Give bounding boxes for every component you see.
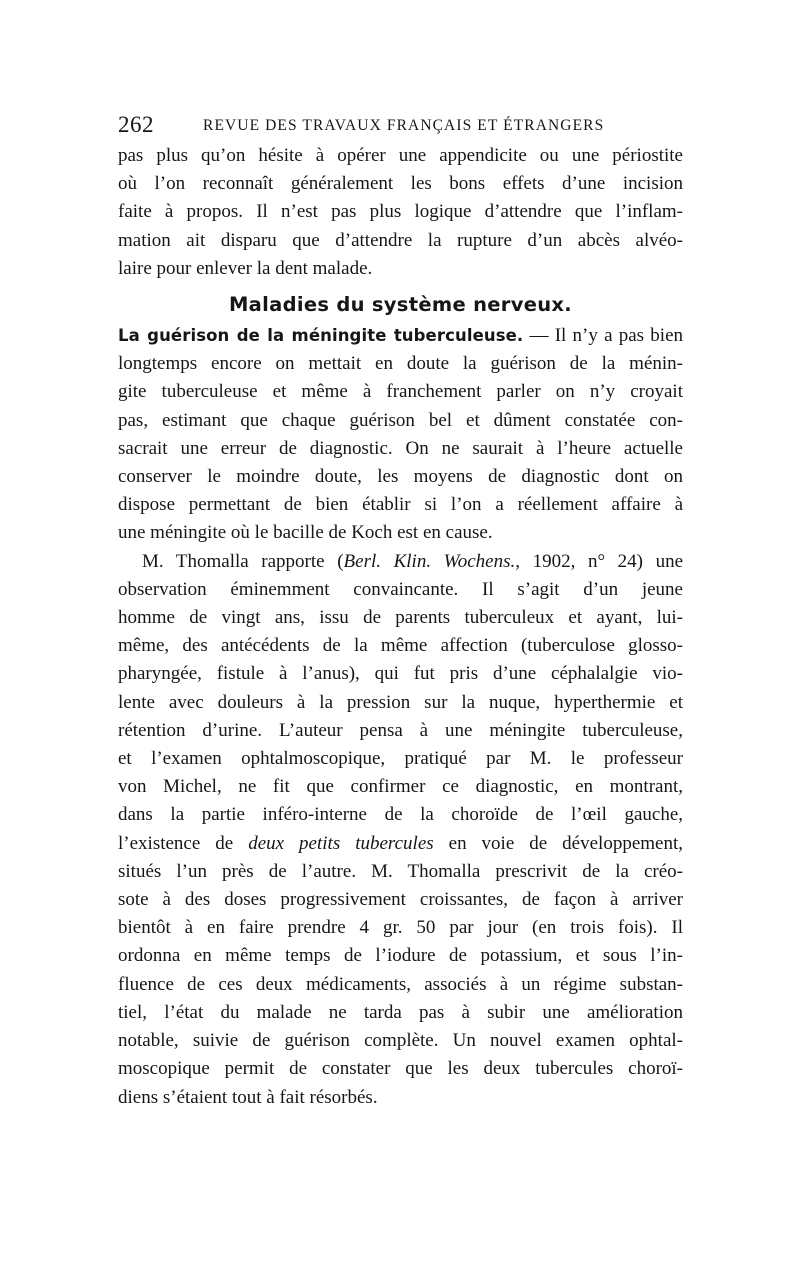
intro-paragraph <box>118 142 683 283</box>
text-line <box>118 830 683 858</box>
text-line: où l’on reconnaît généralement les bons effets d’une incision <box>118 173 683 195</box>
text-line: lente avec douleurs à la pression sur la nuque, hyperthermie et <box>118 691 683 713</box>
text-line: situés l’un près de l’autre. M. Thomalla prescrivit de la créo- <box>118 860 683 882</box>
text-line: et l’examen ophtalmoscopique, pratiqué par M. le professeur <box>118 748 683 770</box>
article-paragraph-2 <box>118 548 683 1112</box>
text-line: sacrait une erreur de diagnostic. On ne saurait à l’heure actuelle <box>118 437 683 459</box>
text-line: pharyngée, fistule à l’anus), qui fut pris d’une céphalalgie vio- <box>118 663 683 685</box>
text-line: faite à propos. Il n’est pas plus logique d’attendre que l’inflam- <box>118 201 683 223</box>
text-line: ordonna en même temps de l’iodure de potassium, et sous l’in- <box>118 945 683 967</box>
text-line: pas plus qu’on hésite à opérer une appendicite ou une périostite <box>118 145 683 166</box>
citation: Berl. Klin. Wochens. <box>343 550 516 572</box>
text-line: tiel, l’état du malade ne tarda pas à subir une amélioration <box>118 1001 683 1023</box>
text-line: dans la partie inféro-interne de la choroïde de l’œil gauche, <box>118 804 683 826</box>
text-line: bientôt à en faire prendre 4 gr. 50 par jour (en trois fois). Il <box>118 917 683 939</box>
text-line: sote à des doses progressivement croissantes, de façon à arriver <box>118 889 683 911</box>
text-line: diens s’étaient tout à fait résorbés. <box>118 1086 378 1108</box>
text-fragment: M. Thomalla rapporte ( <box>142 550 344 572</box>
text-line: notable, suivie de guérison complète. Un nouvel examen ophtal- <box>118 1030 683 1052</box>
italic-phrase: deux petits tubercules <box>248 832 434 854</box>
text-line: fluence de ces deux médicaments, associés à un régime substan- <box>118 973 683 995</box>
text-fragment: — Il n’y a pas bien <box>523 325 683 347</box>
text-line: conserver le moindre doute, les moyens de diagnostic dont on <box>118 466 683 488</box>
article-paragraph-1 <box>118 322 683 548</box>
text-line: gite tuberculeuse et même à franchement parler on n’y croyait <box>118 381 683 403</box>
text-fragment: en voie de développement, <box>433 832 683 854</box>
section-heading: Maladies du système nerveux. <box>228 293 573 317</box>
page <box>118 112 683 1112</box>
text-line: von Michel, ne fit que confirmer ce diagnostic, en montrant, <box>118 776 683 798</box>
text-line <box>118 548 683 576</box>
running-header <box>118 112 683 142</box>
text-line: laire pour enlever la dent malade. <box>118 257 373 279</box>
text-line: longtemps encore on mettait en doute la guérison de la ménin- <box>118 353 683 375</box>
running-title: REVUE DES TRAVAUX FRANÇAIS ET ÉTRANGERS <box>203 117 605 134</box>
text-line: homme de vingt ans, issu de parents tuberculeux et ayant, lui- <box>118 607 683 629</box>
text-line: pas, estimant que chaque guérison bel et dûment constatée con- <box>118 409 683 431</box>
text-line: moscopique permit de constater que les deux tubercules choroï- <box>118 1058 683 1080</box>
text-line: observation éminemment convaincante. Il s’agit d’un jeune <box>118 578 683 600</box>
text-line: mation ait disparu que d’attendre la rupture d’un abcès alvéo- <box>118 229 683 251</box>
article-title: La guérison de la méningite tuberculeuse. <box>118 326 524 346</box>
text-fragment: , 1902, n° 24) une <box>515 550 683 572</box>
text-line: dispose permettant de bien établir si l’on a réellement affaire à <box>118 494 683 516</box>
text-fragment: l’existence de <box>118 832 249 854</box>
text-line: une méningite où le bacille de Koch est en cause. <box>118 522 493 544</box>
text-line: rétention d’urine. L’auteur pensa à une méningite tuberculeuse, <box>118 719 683 741</box>
text-line <box>118 322 683 350</box>
page-number: 262 <box>118 112 154 137</box>
text-line: même, des antécédents de la même affection (tuberculose glosso- <box>118 635 683 657</box>
